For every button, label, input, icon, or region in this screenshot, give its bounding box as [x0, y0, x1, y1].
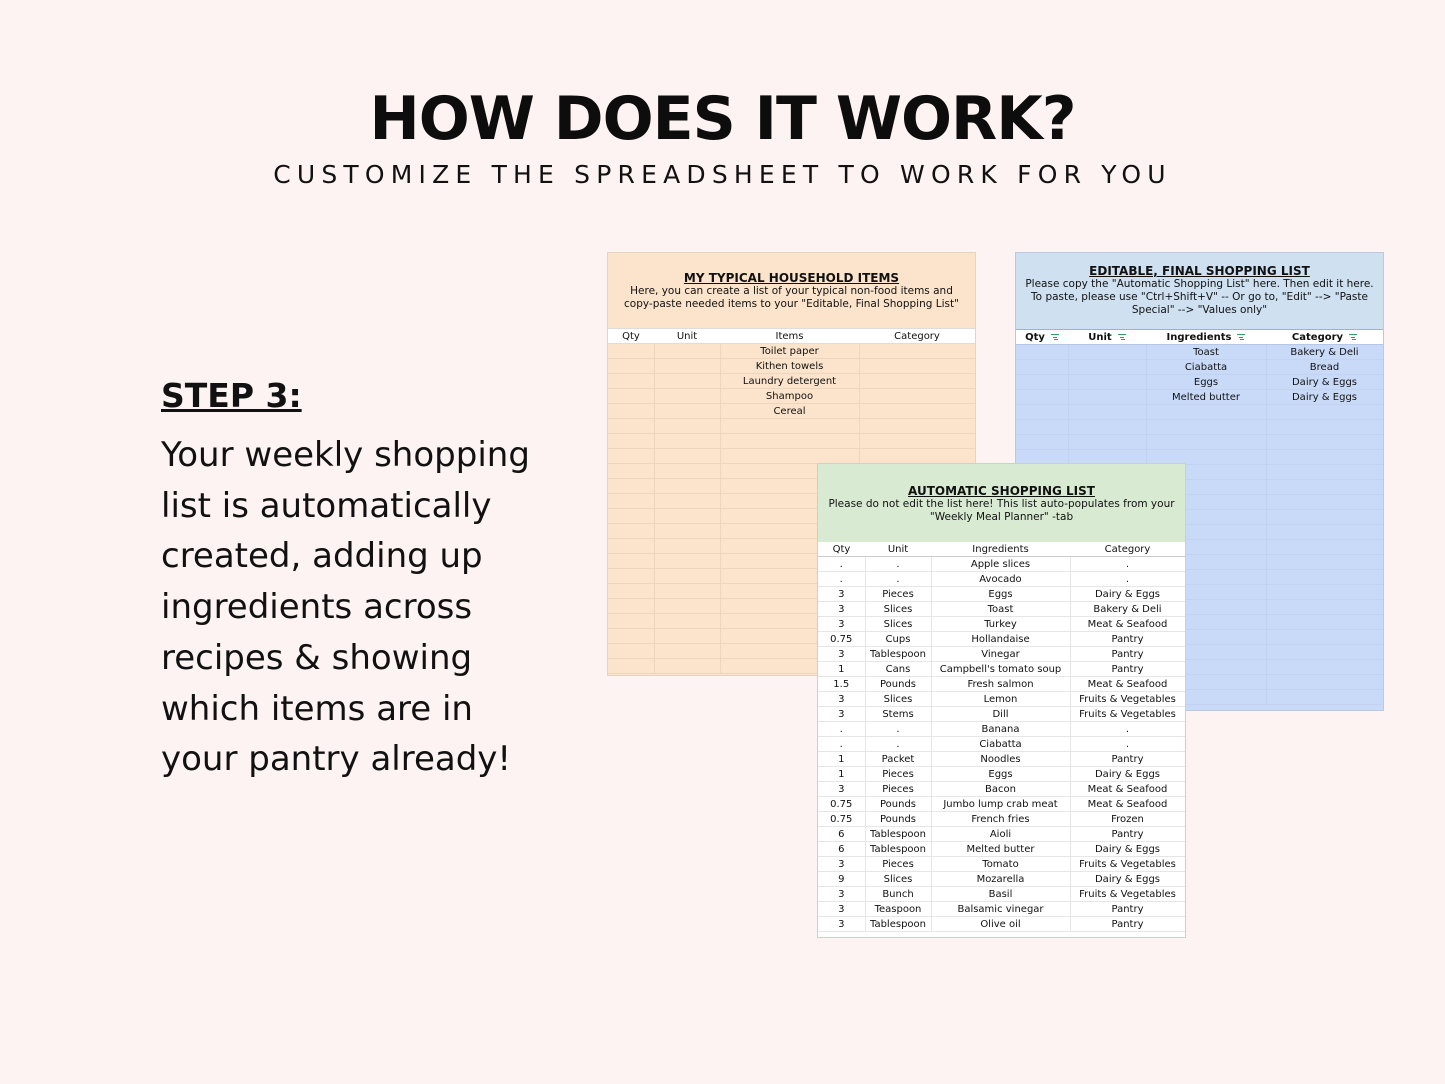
household-header-category[interactable]: Category: [859, 329, 975, 344]
qty-cell[interactable]: 3: [818, 707, 865, 722]
automatic-sheet-header: [818, 464, 1185, 542]
table-row: [818, 857, 1185, 872]
qty-cell[interactable]: 1: [818, 767, 865, 782]
unit-cell[interactable]: Tablespoon: [865, 917, 931, 932]
item-cell[interactable]: Cereal: [720, 404, 859, 419]
ingredient-cell[interactable]: Lemon: [931, 692, 1070, 707]
category-cell[interactable]: Dairy & Eggs: [1070, 842, 1185, 857]
qty-cell[interactable]: 3: [818, 902, 865, 917]
unit-cell[interactable]: .: [865, 557, 931, 572]
category-cell[interactable]: Meat & Seafood: [1070, 782, 1185, 797]
table-row: [818, 602, 1185, 617]
qty-cell[interactable]: [608, 629, 654, 644]
qty-cell[interactable]: [608, 464, 654, 479]
unit-cell[interactable]: [654, 389, 720, 404]
step-description: Your weekly shopping list is automatically created, adding up ingredients across recipes & showing which items are in your pantry already!: [161, 435, 530, 780]
ingredient-cell[interactable]: Tomato: [931, 857, 1070, 872]
table-row: [818, 722, 1185, 737]
page-subtitle: CUSTOMIZE THE SPREADSHEET TO WORK FOR YOU: [273, 160, 1172, 189]
unit-cell[interactable]: [1068, 405, 1146, 420]
category-cell[interactable]: Fruits & Vegetables: [1070, 857, 1185, 872]
qty-cell[interactable]: [608, 644, 654, 659]
unit-cell[interactable]: Pounds: [865, 797, 931, 812]
qty-cell[interactable]: [608, 524, 654, 539]
unit-cell[interactable]: [654, 644, 720, 659]
unit-cell[interactable]: [654, 659, 720, 674]
ingredient-cell[interactable]: Melted butter: [1146, 390, 1266, 405]
unit-cell[interactable]: Slices: [865, 872, 931, 887]
category-cell[interactable]: [1266, 630, 1383, 645]
ingredient-cell[interactable]: Jumbo lump crab meat: [931, 797, 1070, 812]
filter-icon[interactable]: [1237, 334, 1245, 340]
unit-cell[interactable]: [654, 539, 720, 554]
category-cell[interactable]: Dairy & Eggs: [1266, 375, 1383, 390]
unit-cell[interactable]: [654, 554, 720, 569]
unit-cell[interactable]: Pieces: [865, 857, 931, 872]
editable-header-qty-label: Qty: [1025, 331, 1045, 343]
category-cell[interactable]: [1266, 450, 1383, 465]
qty-cell[interactable]: [1016, 360, 1068, 375]
table-row: [818, 647, 1185, 662]
table-row: [1016, 405, 1383, 420]
table-row: [1016, 390, 1383, 405]
qty-cell[interactable]: [608, 434, 654, 449]
editable-sheet-header: [1016, 253, 1383, 329]
category-cell[interactable]: [1266, 525, 1383, 540]
ingredient-cell[interactable]: French fries: [931, 812, 1070, 827]
unit-cell[interactable]: .: [865, 737, 931, 752]
category-cell[interactable]: [1266, 480, 1383, 495]
ingredient-cell[interactable]: Hollandaise: [931, 632, 1070, 647]
item-cell[interactable]: Shampoo: [720, 389, 859, 404]
category-cell[interactable]: [1266, 465, 1383, 480]
category-cell[interactable]: Fruits & Vegetables: [1070, 887, 1185, 902]
ingredient-cell[interactable]: Bacon: [931, 782, 1070, 797]
qty-cell[interactable]: 0.75: [818, 797, 865, 812]
qty-cell[interactable]: [608, 659, 654, 674]
filter-icon[interactable]: [1349, 334, 1357, 340]
category-cell[interactable]: Frozen: [1070, 812, 1185, 827]
category-cell[interactable]: [859, 374, 975, 389]
qty-cell[interactable]: 3: [818, 917, 865, 932]
household-header-row: [608, 329, 975, 344]
unit-cell[interactable]: .: [865, 722, 931, 737]
unit-cell[interactable]: [1068, 375, 1146, 390]
ingredient-cell[interactable]: Aioli: [931, 827, 1070, 842]
editable-header-ingredients-label: Ingredients: [1166, 331, 1232, 343]
editable-header-category[interactable]: [1266, 330, 1383, 345]
category-cell[interactable]: Dairy & Eggs: [1070, 587, 1185, 602]
unit-cell[interactable]: Slices: [865, 602, 931, 617]
unit-cell[interactable]: Cups: [865, 632, 931, 647]
category-cell[interactable]: Pantry: [1070, 632, 1185, 647]
category-cell[interactable]: Pantry: [1070, 662, 1185, 677]
ingredient-cell[interactable]: Basil: [931, 887, 1070, 902]
household-sheet-title: MY TYPICAL HOUSEHOLD ITEMS: [683, 271, 900, 285]
unit-cell[interactable]: [654, 434, 720, 449]
category-cell[interactable]: Fruits & Vegetables: [1070, 707, 1185, 722]
qty-cell[interactable]: 3: [818, 602, 865, 617]
unit-cell[interactable]: [654, 629, 720, 644]
ingredient-cell[interactable]: Apple slices: [931, 557, 1070, 572]
unit-cell[interactable]: Packet: [865, 752, 931, 767]
unit-cell[interactable]: Pounds: [865, 677, 931, 692]
ingredient-cell[interactable]: Mozarella: [931, 872, 1070, 887]
unit-cell[interactable]: [1068, 435, 1146, 450]
table-row: [608, 419, 975, 434]
qty-cell[interactable]: 3: [818, 887, 865, 902]
qty-cell[interactable]: 0.75: [818, 632, 865, 647]
table-row: [818, 752, 1185, 767]
ingredient-cell[interactable]: [1146, 420, 1266, 435]
qty-cell[interactable]: [608, 449, 654, 464]
table-row: [608, 359, 975, 374]
ingredient-cell[interactable]: Eggs: [1146, 375, 1266, 390]
category-cell[interactable]: [1266, 405, 1383, 420]
table-row: [608, 404, 975, 419]
table-row: [818, 902, 1185, 917]
category-cell[interactable]: [859, 449, 975, 464]
unit-cell[interactable]: Tablespoon: [865, 827, 931, 842]
editable-sheet-desc-line1: Please copy the "Automatic Shopping List" here. Then edit it here.: [1025, 278, 1374, 290]
qty-cell[interactable]: 1: [818, 752, 865, 767]
unit-cell[interactable]: [1068, 360, 1146, 375]
editable-header-unit[interactable]: [1068, 330, 1146, 345]
ingredient-cell[interactable]: Banana: [931, 722, 1070, 737]
unit-cell[interactable]: Slices: [865, 617, 931, 632]
qty-cell[interactable]: .: [818, 557, 865, 572]
category-cell[interactable]: .: [1070, 557, 1185, 572]
qty-cell[interactable]: [608, 554, 654, 569]
table-row: [818, 572, 1185, 587]
qty-cell[interactable]: [1016, 435, 1068, 450]
ingredient-cell[interactable]: [1146, 405, 1266, 420]
qty-cell[interactable]: 3: [818, 587, 865, 602]
qty-cell[interactable]: [608, 344, 654, 359]
item-cell[interactable]: Toilet paper: [720, 344, 859, 359]
unit-cell[interactable]: [654, 599, 720, 614]
qty-cell[interactable]: [608, 374, 654, 389]
category-cell[interactable]: [859, 389, 975, 404]
qty-cell[interactable]: [608, 404, 654, 419]
editable-header-unit-label: Unit: [1088, 331, 1112, 343]
category-cell[interactable]: Bakery & Deli: [1266, 345, 1383, 360]
table-row: [1016, 345, 1383, 360]
step-title: STEP 3:: [161, 376, 302, 415]
table-row: [608, 449, 975, 464]
category-cell[interactable]: .: [1070, 572, 1185, 587]
table-row: [818, 707, 1185, 722]
editable-header-ingredients[interactable]: [1146, 330, 1266, 345]
qty-cell[interactable]: [608, 599, 654, 614]
qty-cell[interactable]: .: [818, 572, 865, 587]
unit-cell[interactable]: Bunch: [865, 887, 931, 902]
category-cell[interactable]: [1266, 585, 1383, 600]
qty-cell[interactable]: [608, 494, 654, 509]
ingredient-cell[interactable]: Melted butter: [931, 842, 1070, 857]
table-row: [818, 737, 1185, 752]
unit-cell[interactable]: [654, 374, 720, 389]
qty-cell[interactable]: [1016, 375, 1068, 390]
table-row: [818, 767, 1185, 782]
ingredient-cell[interactable]: Vinegar: [931, 647, 1070, 662]
ingredient-cell[interactable]: Eggs: [931, 767, 1070, 782]
qty-cell[interactable]: [608, 419, 654, 434]
category-cell[interactable]: [1266, 615, 1383, 630]
category-cell[interactable]: Dairy & Eggs: [1266, 390, 1383, 405]
household-sheet-header: [608, 253, 975, 328]
table-row: [818, 827, 1185, 842]
qty-cell[interactable]: [608, 614, 654, 629]
category-cell[interactable]: [1266, 600, 1383, 615]
table-row: [818, 842, 1185, 857]
ingredient-cell[interactable]: Fresh salmon: [931, 677, 1070, 692]
qty-cell[interactable]: [1016, 420, 1068, 435]
qty-cell[interactable]: 9: [818, 872, 865, 887]
category-cell[interactable]: [1266, 675, 1383, 690]
category-cell[interactable]: [1266, 540, 1383, 555]
table-row: [1016, 435, 1383, 450]
ingredient-cell[interactable]: Dill: [931, 707, 1070, 722]
qty-cell[interactable]: [1016, 345, 1068, 360]
table-row: [608, 389, 975, 404]
unit-cell[interactable]: Pieces: [865, 782, 931, 797]
ingredient-cell[interactable]: Eggs: [931, 587, 1070, 602]
qty-cell[interactable]: [608, 389, 654, 404]
category-cell[interactable]: Meat & Seafood: [1070, 797, 1185, 812]
unit-cell[interactable]: Pieces: [865, 587, 931, 602]
automatic-header-category[interactable]: Category: [1070, 542, 1185, 557]
ingredient-cell[interactable]: Ciabatta: [1146, 360, 1266, 375]
table-row: [608, 344, 975, 359]
category-cell[interactable]: [859, 419, 975, 434]
category-cell[interactable]: [1266, 690, 1383, 705]
table-row: [818, 677, 1185, 692]
table-row: [1016, 375, 1383, 390]
ingredient-cell[interactable]: Toast: [1146, 345, 1266, 360]
ingredient-cell[interactable]: [1146, 435, 1266, 450]
qty-cell[interactable]: 3: [818, 647, 865, 662]
unit-cell[interactable]: Slices: [865, 692, 931, 707]
unit-cell[interactable]: Stems: [865, 707, 931, 722]
qty-cell[interactable]: 6: [818, 827, 865, 842]
qty-cell[interactable]: [608, 539, 654, 554]
item-cell[interactable]: [720, 419, 859, 434]
qty-cell[interactable]: 3: [818, 617, 865, 632]
automatic-sheet-desc-line1: Please do not edit the list here! This list auto-populates from your: [828, 498, 1175, 510]
qty-cell[interactable]: .: [818, 737, 865, 752]
unit-cell[interactable]: [654, 344, 720, 359]
unit-cell[interactable]: Pounds: [865, 812, 931, 827]
qty-cell[interactable]: 1.5: [818, 677, 865, 692]
unit-cell[interactable]: Pieces: [865, 767, 931, 782]
qty-cell[interactable]: 0.75: [818, 812, 865, 827]
item-cell[interactable]: Laundry detergent: [720, 374, 859, 389]
unit-cell[interactable]: [654, 419, 720, 434]
table-row: [818, 797, 1185, 812]
editable-header-qty[interactable]: [1016, 330, 1068, 345]
household-sheet-desc-line2: copy-paste needed items to your "Editable, Final Shopping List": [624, 298, 959, 310]
editable-sheet-desc-line3: Special" --> "Values only": [1131, 304, 1268, 316]
filter-icon[interactable]: [1118, 334, 1126, 340]
unit-cell[interactable]: [654, 584, 720, 599]
unit-cell[interactable]: Cans: [865, 662, 931, 677]
category-cell[interactable]: Bread: [1266, 360, 1383, 375]
table-row: [818, 692, 1185, 707]
automatic-sheet-desc-line2: "Weekly Meal Planner" -tab: [929, 511, 1074, 523]
ingredient-cell[interactable]: Avocado: [931, 572, 1070, 587]
unit-cell[interactable]: [1068, 420, 1146, 435]
category-cell[interactable]: .: [1070, 722, 1185, 737]
qty-cell[interactable]: [608, 479, 654, 494]
category-cell[interactable]: Meat & Seafood: [1070, 617, 1185, 632]
category-cell[interactable]: [1266, 495, 1383, 510]
household-header-qty[interactable]: Qty: [608, 329, 654, 344]
automatic-sheet-title: AUTOMATIC SHOPPING LIST: [908, 484, 1095, 498]
category-cell[interactable]: [1266, 555, 1383, 570]
unit-cell[interactable]: [654, 464, 720, 479]
category-cell[interactable]: Pantry: [1070, 647, 1185, 662]
ingredient-cell[interactable]: Toast: [931, 602, 1070, 617]
ingredient-cell[interactable]: Turkey: [931, 617, 1070, 632]
unit-cell[interactable]: [654, 479, 720, 494]
table-row: [818, 872, 1185, 887]
ingredient-cell[interactable]: Ciabatta: [931, 737, 1070, 752]
qty-cell[interactable]: 3: [818, 692, 865, 707]
category-cell[interactable]: [1266, 435, 1383, 450]
unit-cell[interactable]: [1068, 345, 1146, 360]
page-title: HOW DOES IT WORK?: [369, 84, 1076, 154]
qty-cell[interactable]: [608, 569, 654, 584]
table-row: [818, 917, 1185, 932]
qty-cell[interactable]: .: [818, 722, 865, 737]
ingredient-cell[interactable]: Campbell's tomato soup: [931, 662, 1070, 677]
qty-cell[interactable]: [608, 509, 654, 524]
unit-cell[interactable]: Tablespoon: [865, 647, 931, 662]
category-cell[interactable]: .: [1070, 737, 1185, 752]
automatic-header-unit[interactable]: Unit: [865, 542, 931, 557]
category-cell[interactable]: [859, 359, 975, 374]
ingredient-cell[interactable]: Balsamic vinegar: [931, 902, 1070, 917]
table-row: [608, 374, 975, 389]
qty-cell[interactable]: 6: [818, 842, 865, 857]
unit-cell[interactable]: [654, 404, 720, 419]
category-cell[interactable]: Fruits & Vegetables: [1070, 692, 1185, 707]
table-row: [818, 662, 1185, 677]
table-row: [818, 587, 1185, 602]
editable-header-category-label: Category: [1291, 331, 1344, 343]
table-row: [1016, 360, 1383, 375]
category-cell[interactable]: [859, 404, 975, 419]
category-cell[interactable]: Pantry: [1070, 917, 1185, 932]
unit-cell[interactable]: [1068, 390, 1146, 405]
category-cell[interactable]: [1266, 660, 1383, 675]
item-cell[interactable]: [720, 434, 859, 449]
table-row: [818, 782, 1185, 797]
household-header-items[interactable]: Items: [720, 329, 859, 344]
unit-cell[interactable]: Tablespoon: [865, 842, 931, 857]
table-row: [818, 887, 1185, 902]
qty-cell[interactable]: 3: [818, 782, 865, 797]
unit-cell[interactable]: [654, 569, 720, 584]
unit-cell[interactable]: Teaspoon: [865, 902, 931, 917]
category-cell[interactable]: Bakery & Deli: [1070, 602, 1185, 617]
unit-cell[interactable]: .: [865, 572, 931, 587]
category-cell[interactable]: Pantry: [1070, 752, 1185, 767]
qty-cell[interactable]: 3: [818, 857, 865, 872]
table-row: [818, 632, 1185, 647]
category-cell[interactable]: [1266, 645, 1383, 660]
automatic-table: [818, 542, 1186, 932]
table-row: [608, 434, 975, 449]
category-cell[interactable]: [1266, 510, 1383, 525]
ingredient-cell[interactable]: Olive oil: [931, 917, 1070, 932]
item-cell[interactable]: [720, 449, 859, 464]
category-cell[interactable]: Pantry: [1070, 827, 1185, 842]
category-cell[interactable]: Meat & Seafood: [1070, 677, 1185, 692]
qty-cell[interactable]: [608, 584, 654, 599]
category-cell[interactable]: Dairy & Eggs: [1070, 767, 1185, 782]
category-cell[interactable]: Pantry: [1070, 902, 1185, 917]
unit-cell[interactable]: [654, 494, 720, 509]
category-cell[interactable]: [1266, 420, 1383, 435]
ingredient-cell[interactable]: Noodles: [931, 752, 1070, 767]
household-sheet-desc-line1: Here, you can create a list of your typical non-food items and: [630, 285, 953, 297]
category-cell[interactable]: [859, 344, 975, 359]
unit-cell[interactable]: [654, 524, 720, 539]
table-row: [818, 812, 1185, 827]
unit-cell[interactable]: [654, 509, 720, 524]
qty-cell[interactable]: [1016, 405, 1068, 420]
automatic-shopping-list-sheet: [817, 463, 1186, 938]
unit-cell[interactable]: [654, 359, 720, 374]
automatic-header-row: [818, 542, 1185, 557]
category-cell[interactable]: Dairy & Eggs: [1070, 872, 1185, 887]
table-row: [818, 617, 1185, 632]
editable-header-row: [1016, 330, 1383, 345]
unit-cell[interactable]: [654, 614, 720, 629]
automatic-header-qty[interactable]: Qty: [818, 542, 865, 557]
unit-cell[interactable]: [654, 449, 720, 464]
editable-sheet-desc-line2: To paste, please use "Ctrl+Shift+V" -- Or go to, "Edit" --> "Paste: [1031, 291, 1368, 303]
table-row: [1016, 420, 1383, 435]
editable-sheet-title: EDITABLE, FINAL SHOPPING LIST: [1089, 264, 1310, 278]
qty-cell[interactable]: [608, 359, 654, 374]
table-row: [818, 557, 1185, 572]
filter-icon[interactable]: [1051, 334, 1059, 340]
category-cell[interactable]: [1266, 570, 1383, 585]
category-cell[interactable]: [859, 434, 975, 449]
qty-cell[interactable]: 1: [818, 662, 865, 677]
household-header-unit[interactable]: Unit: [654, 329, 720, 344]
item-cell[interactable]: Kithen towels: [720, 359, 859, 374]
qty-cell[interactable]: [1016, 390, 1068, 405]
automatic-header-ingredients[interactable]: Ingredients: [931, 542, 1070, 557]
